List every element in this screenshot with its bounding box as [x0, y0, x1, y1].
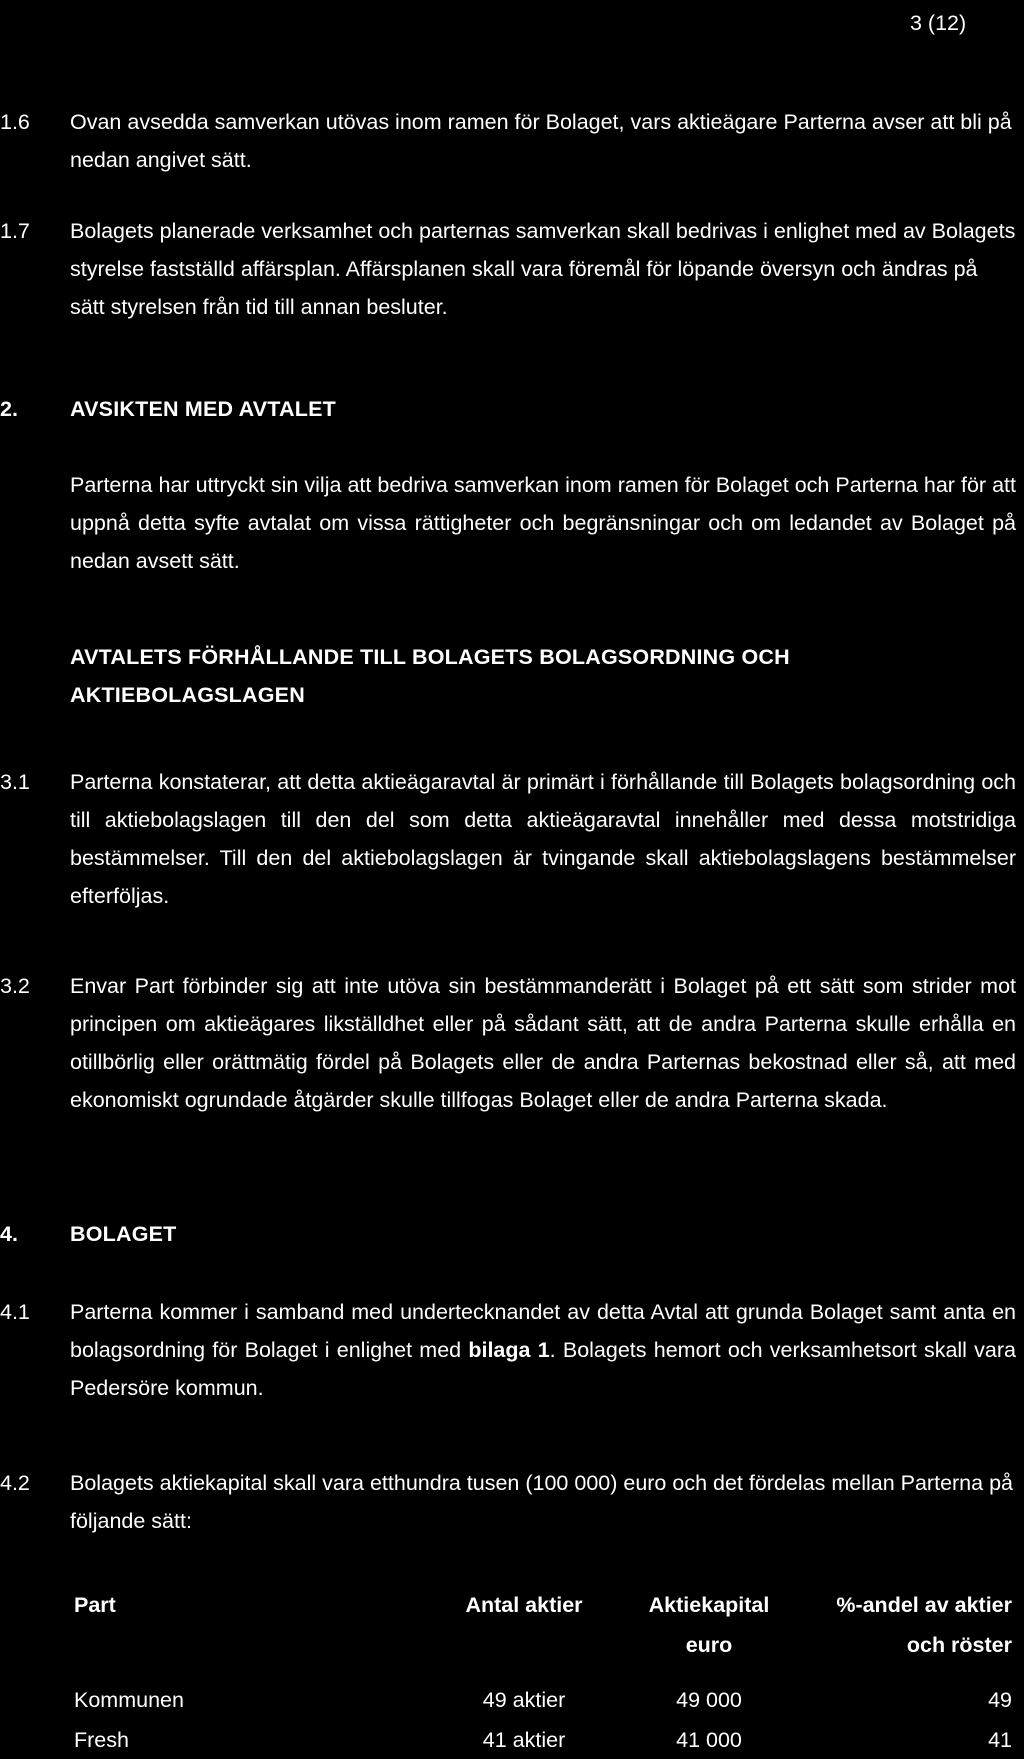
header-cell-percent: %-andel av aktier — [836, 1593, 1012, 1617]
cell-capital: 41 000 — [676, 1728, 742, 1752]
cell-part: Kommunen — [74, 1688, 184, 1712]
header-cell-part: Part — [74, 1593, 116, 1617]
section-number: 2. — [0, 397, 18, 421]
section-text — [70, 1293, 1016, 1407]
section-heading: BOLAGET — [70, 1222, 177, 1246]
header-cell-capital-unit: euro — [685, 1633, 733, 1657]
section-number: 4. — [0, 1222, 18, 1246]
cell-shares: 41 aktier — [482, 1728, 566, 1752]
section-text: Bolagets aktiekapital skall vara etthundra tusen (100 000) euro och det fördelas mellan Parterna på följande sätt: — [70, 1471, 1013, 1533]
cell-capital: 49 000 — [676, 1688, 742, 1712]
cell-percent: 41 — [988, 1728, 1012, 1752]
section-number: 1.7 — [0, 219, 30, 243]
header-cell-shares: Antal aktier — [465, 1593, 583, 1617]
section-heading: AVTALETS FÖRHÅLLANDE TILL BOLAGETS BOLAGSORDNING OCH AKTIEBOLAGSLAGEN — [70, 645, 790, 707]
section-heading: AVSIKTEN MED AVTALET — [70, 397, 336, 421]
header-cell-capital: Aktiekapital — [648, 1593, 770, 1617]
section-number: 4.2 — [0, 1471, 30, 1495]
section-number: 1.6 — [0, 110, 30, 134]
section-number: 3.1 — [0, 770, 30, 794]
cell-part: Fresh — [74, 1728, 129, 1752]
section-number: 3.2 — [0, 974, 30, 998]
section-text: Bolagets planerade verksamhet och parternas samverkan skall bedrivas i enlighet med av Bolagets styrelse fastställd affärsplan. Affärsplanen skall vara föremål för löpande översyn och ändras på sätt styrelsen från tid till annan besluter. — [70, 219, 1016, 319]
attachment-reference: bilaga 1 — [468, 1338, 550, 1362]
header-cell-percent-2: och röster — [906, 1633, 1012, 1657]
table-header-row — [74, 1586, 1012, 1624]
cell-percent: 49 — [988, 1688, 1012, 1712]
text-segment: . Bolagets hemort och verksamhetsort skall vara Pedersöre kommun. — [70, 1338, 1017, 1400]
section-text: Parterna har uttryckt sin vilja att bedriva samverkan inom ramen för Bolaget och Parterna har för att uppnå detta syfte avtalat om vissa rättigheter och begränsningar och om ledandet av Bolaget på nedan avsett sätt. — [70, 473, 1016, 573]
page-number: 3 (12) — [910, 11, 967, 35]
section-text: Parterna konstaterar, att detta aktieägaravtal är primärt i förhållande till Bolagets bolagsordning och till aktiebolagslagen till den del som detta aktieägaravtal innehåller med dessa motstridiga bestämmelser. Till den del aktiebolagslagen är tvingande skall aktiebolagslagens bestämmelser efterföljas. — [70, 770, 1016, 908]
table-row — [74, 1721, 1012, 1759]
section-number: 4.1 — [0, 1300, 30, 1324]
table-header-row-2 — [74, 1626, 1012, 1664]
text-segment: Parterna kommer i samband med undertecknandet av detta Avtal att grunda Bolaget samt anta en bolagsordning för Bolaget i enlighet med — [70, 1300, 1016, 1362]
section-text: Ovan avsedda samverkan utövas inom ramen för Bolaget, vars aktieägare Parterna avser att bli på nedan angivet sätt. — [70, 110, 1012, 172]
cell-shares: 49 aktier — [482, 1688, 566, 1712]
section-text: Envar Part förbinder sig att inte utöva sin bestämmanderätt i Bolaget på ett sätt som strider mot principen om aktieägares likställdhet eller på sådant sätt, att de andra Parterna skulle erhålla en otillbörlig eller orättmätig fördel på Bolagets eller de andra Parternas bekostnad eller så, att med ekonomiskt ogrundade åtgärder skulle tillfogas Bolaget eller de andra Parterna skada. — [70, 974, 1016, 1112]
table-row — [74, 1681, 1012, 1719]
